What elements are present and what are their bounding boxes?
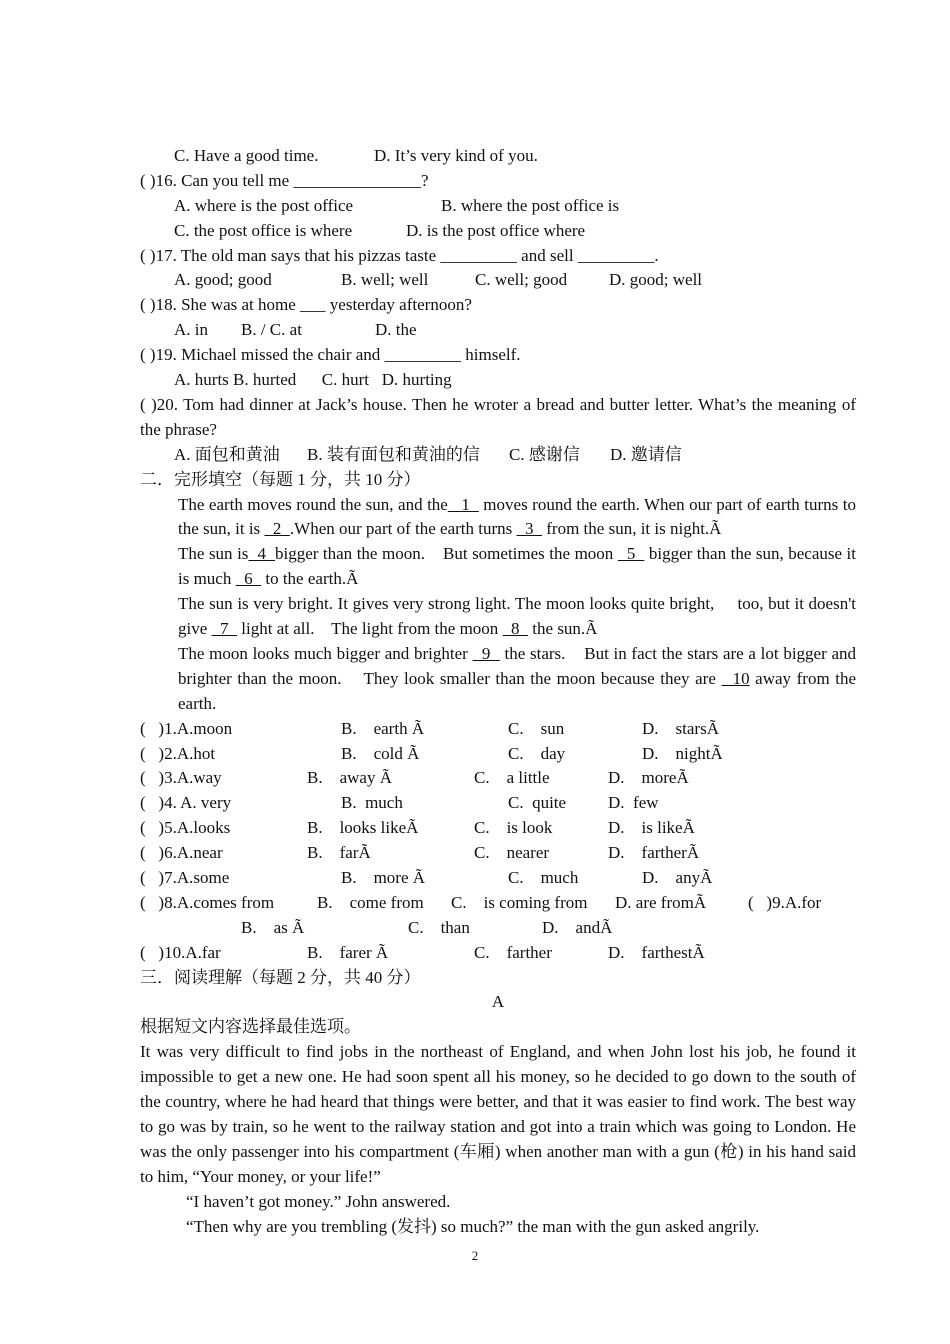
q15-option-d: D. It’s very kind of you. [374,146,538,165]
cloze-option-c: C. nearer [474,843,550,863]
cloze-option-b: B. farÃ [307,843,371,863]
q16-option-a: A. where is the post office [174,195,354,215]
cloze-row-number: ( )6.A.near [140,843,223,863]
cloze-option-c: C. is coming from [451,892,588,912]
page-number: 2 [471,1248,479,1263]
cloze-text: the stars. But in fact the stars are a lot bigger and brighter than the moon. They look smaller than the moon because they are [178,643,861,688]
reading-passage: It was very difficult to find jobs in the northeast of England, and when John lost his job, he found it impossible to get a new one. He had soon spent all his money, so he decided to go down to the south of the country, where he had heard that things were better, and that it was easier to find work. The best way to go was by train, so he went to the railway station and got into a train which was going to London. He was the only passenger into his compartment (车厢) when another man with a gun (枪) in his hand said to him, “Your money, or your life!” [140,1042,856,1186]
cloze-row-4 [140,791,856,816]
q15-option-c: C. Have a good time. [174,146,319,165]
cloze-option-c: C. sun [508,718,565,738]
cloze-row-1 [140,717,856,742]
cloze-text: The sun is very bright. It gives very strong light. The moon looks quite bright, too, but it doesn't give [178,594,861,639]
q18-option-d: D. the [375,320,417,340]
reading-instruction: 根据短文内容选择最佳选项。 [140,1017,361,1037]
cloze-option-c: C. day [508,743,566,763]
q16-option-d: D. is the post office where [406,220,586,240]
cloze-text: light at all. The light from the moon [237,619,503,639]
section3-heading: 三．阅读理解（每题 2 分，共 40 分） [140,967,421,987]
q18-option-a: A. in [174,320,208,340]
cloze-paragraph-1 [140,493,861,543]
cloze-option-d: D. is likeÃ [608,818,695,838]
cloze-option-d: D. starsÃ [642,718,719,738]
cloze-row-5 [140,816,856,841]
reading-dialogue-line: “Then why are you trembling (发抖) so much?” the man with the gun asked angrily. [186,1216,760,1236]
cloze-option-c: C. quite [508,793,567,813]
q20-option-c: C. 感谢信 [509,444,580,464]
q16-option-b: B. where the post office is [441,195,620,215]
cloze-row-3 [140,766,856,791]
document-page [140,144,861,1239]
cloze-text: away from the earth. [178,668,861,713]
cloze-text: The moon looks much bigger and brighter [178,643,473,663]
cloze-row-number: ( )4. A. very [140,793,232,813]
q20-options [140,443,856,468]
cloze-option-b: B. looks likeÃ [307,818,419,838]
cloze-option-d: D. fartherÃ [608,843,700,863]
cloze-blank-8: 8 [502,619,529,639]
cloze-option-b: B. away Ã [307,768,392,788]
cloze-row-10 [140,941,856,966]
cloze-row-number: ( )8.A.comes from [140,892,275,912]
cloze-text: The sun is [178,544,249,564]
cloze-text: moves round the earth. When our part of earth turns to the sun, it is [178,494,861,539]
cloze-option-b: B. much [341,793,403,813]
cloze-option-c: C. much [508,868,579,887]
cloze-text: .When our part of the earth turns [289,519,517,539]
cloze-row-number: ( )7.A.some [140,868,230,887]
q20-option-d: D. 邀请信 [610,444,682,464]
cloze-option-d: D. farthestÃ [608,942,705,962]
cloze-row-number: ( )1.A.moon [140,718,233,738]
cloze-text: the sun.Ã [528,619,598,639]
cloze-text: bigger than the moon. But sometimes the moon [274,544,618,564]
cloze-option-b: B. come from [317,892,424,912]
cloze-text: bigger than the sun, because it is much [178,544,861,589]
cloze-text: to the earth.Ã [261,569,359,589]
cloze-option-d: D. moreÃ [608,768,689,788]
q17-option-d: D. good; well [609,270,703,290]
q15-options [140,144,856,169]
q18-stem: ( )18. She was at home ___ yesterday afternoon? [140,295,472,315]
cloze-option-d: D. nightÃ [642,743,723,763]
cloze-option-b: B. more Ã [341,868,426,887]
passage-label: A [491,992,505,1012]
cloze-option-c: C. than [408,917,470,937]
q17-options [140,268,856,293]
q20-option-a: A. 面包和黄油 [174,444,280,464]
cloze-paragraph-4 [140,642,861,717]
cloze-row-8 [140,891,856,916]
section2-heading: 二．完形填空（每题 1 分，共 10 分） [140,469,421,489]
q18-option-bc: B. / C. at [241,320,302,340]
cloze-row-6 [140,841,856,866]
cloze-paragraph-3 [140,592,861,642]
cloze-paragraph-2 [140,542,861,592]
cloze-option-c: C. is look [474,818,553,838]
cloze-blank-7: 7 [211,619,238,639]
cloze-row-number: ( )3.A.way [140,768,222,788]
q18-options [140,318,856,343]
q17-stem: ( )17. The old man says that his pizzas taste _________ and sell _________. [140,245,659,265]
q19-stem: ( )19. Michael missed the chair and _________ himself. [140,345,521,365]
cloze-blank-6: 6 [235,569,262,589]
cloze-option-d: D. few [608,793,659,813]
cloze-row-number: ( )2.A.hot [140,743,216,763]
q20-stem: ( )20. Tom had dinner at Jack’s house. Then he wroter a bread and butter letter. What’s the meaning of the phrase? [140,394,856,439]
cloze-blank-4: 4 [248,544,275,564]
cloze-option-b: B. farer Ã [307,942,389,962]
q16-stem: ( )16. Can you tell me _______________? [140,170,429,190]
cloze-row-number: ( )10.A.far [140,942,221,962]
cloze-option-d: D. anyÃ [642,868,713,887]
cloze-blank-9: 9 [472,643,500,663]
cloze-blank-10: 10 [721,668,750,688]
cloze-row-number: ( )5.A.looks [140,818,231,838]
cloze-option-c: C. a little [474,768,550,788]
cloze-text: The earth moves round the sun, and the [178,494,448,514]
cloze-blank-1: 1 [447,494,479,514]
cloze-blank-5: 5 [617,544,645,564]
cloze-row-number: ( )9.A.for [748,892,822,912]
cloze-row-7 [140,866,856,891]
cloze-option-d: D. andÃ [542,917,613,937]
q16-options-ab [140,194,856,219]
q17-option-b: B. well; well [341,270,429,290]
q16-options-cd [140,219,856,244]
cloze-row-9 [140,916,856,941]
cloze-text: from the sun, it is night.Ã [542,519,722,539]
q20-option-b: B. 装有面包和黄油的信 [307,444,480,464]
cloze-row-2 [140,742,856,767]
cloze-option-c: C. farther [474,942,552,962]
cloze-blank-2: 2 [264,519,290,539]
q19-options: A. hurts B. hurted C. hurt D. hurting [174,370,452,390]
q17-option-a: A. good; good [174,270,272,290]
cloze-blank-3: 3 [516,519,543,539]
cloze-option-b: B. as Ã [241,917,305,937]
q16-option-c: C. the post office is where [174,220,353,240]
cloze-option-b: B. cold Ã [341,743,420,763]
cloze-option-b: B. earth Ã [341,718,425,738]
q17-option-c: C. well; good [475,270,568,290]
cloze-option-d: D. are fromÃ [615,892,707,912]
reading-dialogue-line: “I haven’t got money.” John answered. [186,1191,451,1211]
